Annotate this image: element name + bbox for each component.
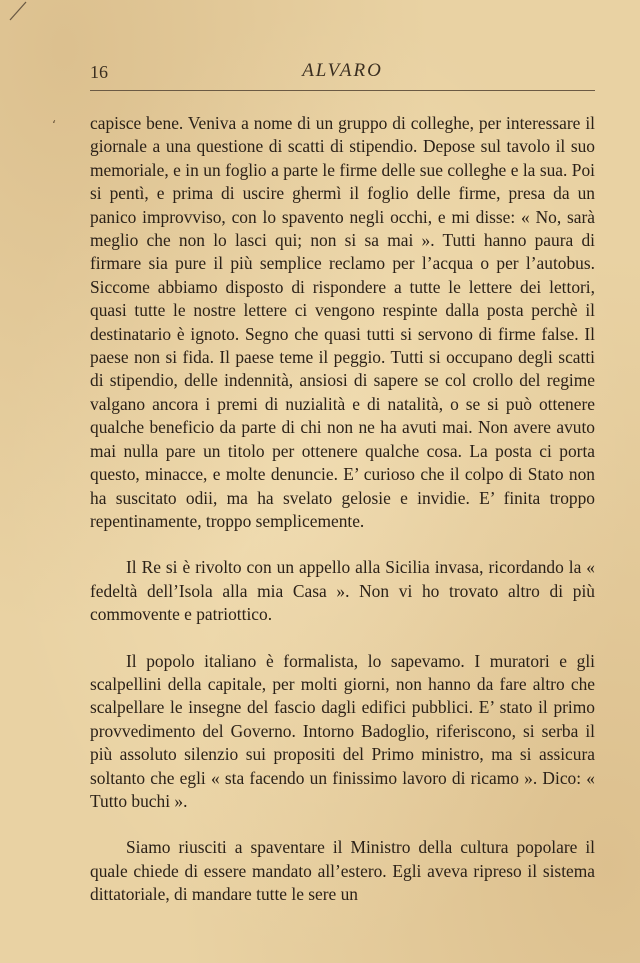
body-text <box>90 112 595 907</box>
paragraph-4: Siamo riusciti a spaventare il Ministro della cultura popolare il quale chiede di essere mandato all’estero. Egli aveva ripreso il sistema dittatoriale, di mandare tutte le sere un <box>90 837 595 905</box>
page-number: 16 <box>90 62 108 82</box>
running-title: ALVARO <box>302 60 383 81</box>
margin-tick-mark: ʻ <box>52 118 56 132</box>
pencil-stroke-mark <box>6 0 32 22</box>
paragraph-1: capisce bene. Veniva a nome di un gruppo di colleghe, per interessare il giornale a una questione di scatti di stipendio. Depose sul tavolo il suo memoriale, e in un foglio a parte le firme delle sue colleghe e la sua. Poi si pentì, e prima di uscire ghermì il foglio delle firme, presa da un panico improvviso, con lo spavento negli occhi, e mi disse: « No, sarà meglio che non lo lasci qui; non si sa mai ». Tutti hanno paura di firmare sia pure il più semplice reclamo per l’acqua o per l’autobus. Siccome abbiamo disposto di rispondere a tutte le lettere dei lettori, quasi tutte le nostre lettere ci vengono respinte dalla posta perchè il destinatario è ignoto. Segno che quasi tutti si servono di firme false. Il paese non si fida. Il paese teme il peggio. Tutti si occupano degli scatti di stipendio, delle indennità, ansiosi di sapere se col crollo del regime valgano ancora i premi di nuzialità e di natalità, o se si può ottenere qualche beneficio da parte di chi non ne ha avuti mai. Non avere avuto mai nulla pare un titolo per ottenere qualche cosa. La posta ci porta questo, minacce, e molte denuncie. E’ curioso che il colpo di Stato non ha suscitato odii, ma ha svelato gelosie e invidie. E’ finita troppo repentinamente, troppo semplicemente. <box>90 113 595 531</box>
paragraph-gap <box>90 813 595 836</box>
page-header <box>90 58 595 86</box>
paragraph-2: Il Re si è rivolto con un appello alla Sicilia invasa, ricordando la « fedeltà dell’Isola alla mia Casa ». Non vi ho trovato altro di più commovente e patriottico. <box>90 557 595 625</box>
paragraph-gap <box>90 627 595 650</box>
paragraph-3: Il popolo italiano è formalista, lo sapevamo. I muratori e gli scalpellini della capitale, per molti giorni, non hanno da fare altro che scalpellare le insegne del fascio dagli edifici pubblici. E’ stato il primo provvedimento del Governo. Intorno Badoglio, riferiscono, si serba il più assoluto silenzio sui propositi del Primo ministro, ma si assicura soltanto che egli « sta facendo un finissimo lavoro di ricamo ». Dico: « Tutto buchi ». <box>90 650 595 811</box>
header-rule <box>90 90 595 91</box>
paragraph-gap <box>90 533 595 556</box>
